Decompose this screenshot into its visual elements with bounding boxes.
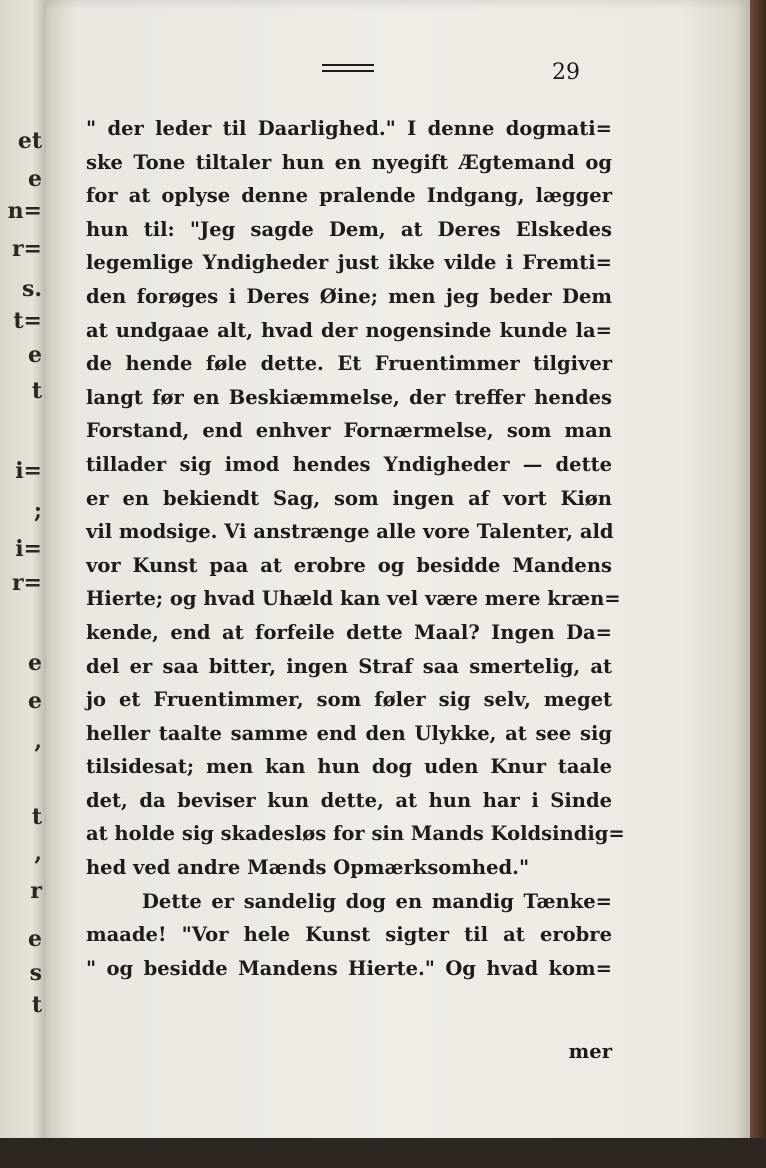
page-number: 29 [552,60,580,85]
text-line: langt før en Beskiæmmelse, der treffer hendes [86,385,612,409]
left-fragment: t [31,378,42,404]
text-line: det, da beviser kun dette, at hun har i Sinde [86,788,612,812]
text-line: ske Tone tiltaler hun en nyegift Ægtemand og [86,150,612,174]
left-fragment: e [28,342,42,368]
text-line: tillader sig imod hendes Yndigheder — dette [86,452,612,476]
text-line: maade! "Vor hele Kunst sigter til at erobre [86,923,612,947]
text-line: Dette er sandelig dog en mandig Tænke= [142,889,612,913]
text-line: vor Kunst paa at erobre og besidde Mandens [86,553,612,577]
left-fragment: e [28,166,42,192]
text-line: Forstand, end enhver Fornærmelse, som man [86,419,612,443]
text-line: del er saa bitter, ingen Straf saa smertelig, at [86,654,612,678]
left-page-edge [0,0,46,1138]
left-fragment: s. [21,276,42,302]
text-line: den forøges i Deres Øine; men jeg beder Dem [86,284,612,308]
text-line: hed ved andre Mænds Opmærksomhed." [86,856,530,880]
left-fragment: , [34,840,42,866]
text-line: for at oplyse denne pralende Indgang, lægger [86,184,612,208]
left-fragment: et [17,128,42,154]
left-fragment: i= [15,536,42,562]
text-line: " der leder til Daarlighed." I denne dogmati= [86,117,612,140]
left-fragment: t [31,804,42,830]
text-line: at undgaae alt, hvad der nogensinde kunde la= [86,318,612,342]
left-fragment: r= [11,236,42,262]
text-line: vil modsige. Vi anstrænge alle vore Talenter, ald [86,520,614,544]
text-line: " og besidde Mandens Hierte." Og hvad kom= [86,956,612,980]
text-line: tilsidesat; men kan hun dog uden Knur taale [86,755,612,779]
text-line: de hende føle dette. Et Fruentimmer tilgiver [86,352,612,376]
text-line: heller taalte samme end den Ulykke, at see sig [86,721,612,745]
left-fragment: n= [7,198,42,224]
left-fragment: e [28,688,42,714]
text-line: er en bekiendt Sag, som ingen af vort Kiøn [86,486,612,510]
left-fragment: r [30,878,42,904]
left-fragment: e [28,650,42,676]
left-fragment: r= [11,570,42,596]
left-fragment: t [31,992,42,1018]
text-line: Hierte; og hvad Uhæld kan vel være mere kræn= [86,587,621,611]
text-line: hun til: "Jeg sagde Dem, at Deres Elskedes [86,217,612,241]
page-text [86,112,625,985]
book-cover-edge [750,0,766,1168]
left-fragment: i= [15,458,42,484]
left-fragment: ; [33,498,42,524]
text-line: jo et Fruentimmer, som føler sig selv, meget [86,688,612,712]
text-line: at holde sig skadesløs for sin Mands Koldsindig= [86,822,625,846]
catchword: mer [568,1040,612,1063]
text-line: kende, end at forfeile dette Maal? Ingen Da= [86,620,612,644]
left-fragment: , [34,728,42,754]
left-fragment: e [28,926,42,952]
left-fragment: t= [13,308,42,334]
text-line: legemlige Yndigheder just ikke vilde i Fremti= [86,251,612,275]
header-rule [322,64,374,72]
left-fragment: s [29,960,42,986]
bottom-shadow [0,1138,766,1168]
